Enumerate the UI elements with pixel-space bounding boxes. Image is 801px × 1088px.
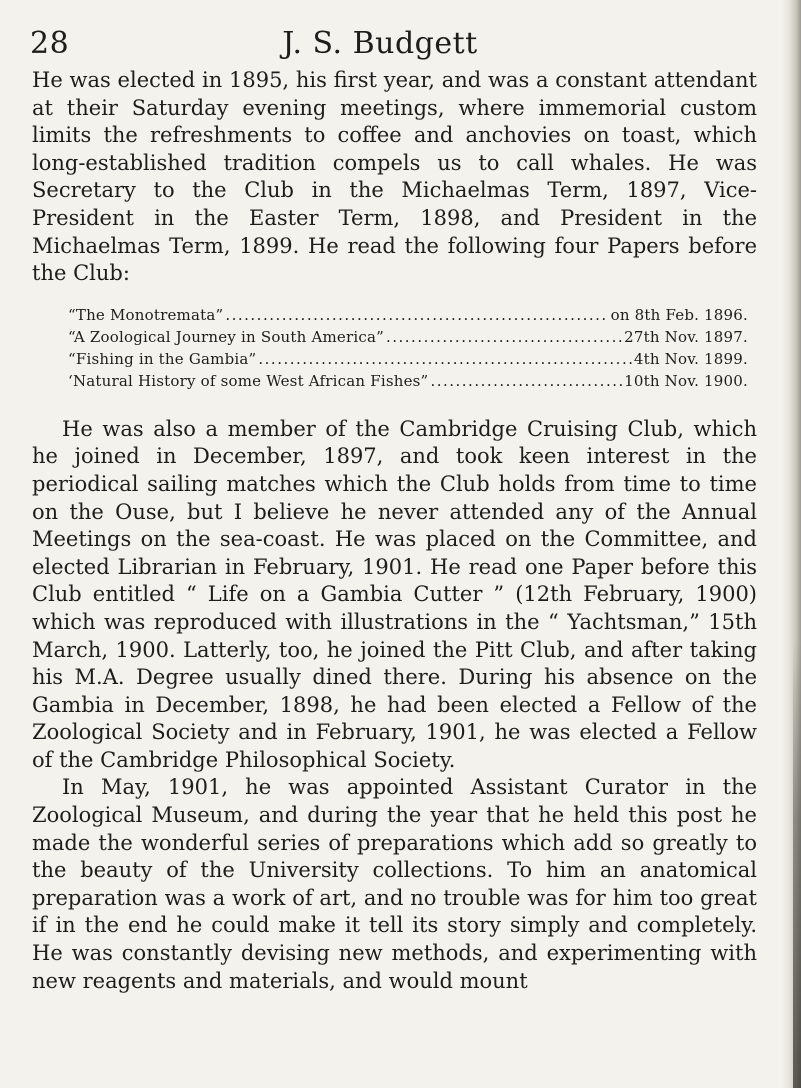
paper-title: “Fishing in the Gambia” [68,349,257,368]
paper-date: on 8th Feb. 1896. [610,305,748,324]
paper-entry [68,348,748,370]
papers-list [68,304,748,392]
running-head: J. S. Budgett [282,26,478,61]
page-header [30,24,730,64]
dot-leader [258,348,631,370]
paper-title: ‘Natural History of some West African Fishes” [68,371,429,390]
dot-leader [225,304,608,326]
page-body [32,67,757,995]
paper-title: “The Monotremata” [68,305,224,324]
paragraph-cruising-club: He was also a member of the Cambridge Cruising Club, which he joined in December, 1897, and took keen interest in the periodical sailing matches which the Club holds from time to time on the Ouse, but I believe he never attended any of the Annual Meetings on the sea-coast. He was placed on the Committee, and elected Librarian in February, 1901. He read one Paper before this Club entitled “ Life on a Gambia Cutter ” (12th February, 1900) which was reproduced with illustrations in the “ Yachtsman,” 15th March, 1900. Latterly, too, he joined the Pitt Club, and after taking his M.A. Degree usually dined there. During his absence on the Gambia in December, 1898, he had been elected a Fellow of the Zoological Society and in February, 1901, he was elected a Fellow of the Cambridge Philosophical Society. [32,416,757,772]
paragraph-museum: In May, 1901, he was appointed Assistant Curator in the Zoological Museum, and during the year that he held this post he made the wonderful series of preparations which add so greatly to the beauty of the University collections. To him an anatomical preparation was a work of art, and no trouble was for him too great if in the end he could make it tell its story simply and completely. He was constantly devising new methods, and experimenting with new reagents and materials, and would mount [32,775,757,993]
paper-title: “A Zoological Journey in South America” [68,327,384,346]
dot-leader [430,370,622,392]
paragraph-elected: He was elected in 1895, his first year, and was a constant attendant at their Saturday evening meetings, where immemorial custom limits the refreshments to coffee and anchovies on toast, which long-established tradition compels us to call whales. He was Secretary to the Club in the Michaelmas Term, 1897, Vice-President in the Easter Term, 1898, and President in the Michaelmas Term, 1899. He read the following four Papers before the Club: [32,68,757,286]
paper-entry [68,370,748,392]
paper-date: 10th Nov. 1900. [624,371,748,390]
page-number: 28 [30,26,70,61]
page-edge-stain [793,640,801,1088]
dot-leader [386,326,622,348]
paper-date: 27th Nov. 1897. [624,327,748,346]
paper-date: 4th Nov. 1899. [633,349,748,368]
paper-entry [68,304,748,326]
paper-entry [68,326,748,348]
